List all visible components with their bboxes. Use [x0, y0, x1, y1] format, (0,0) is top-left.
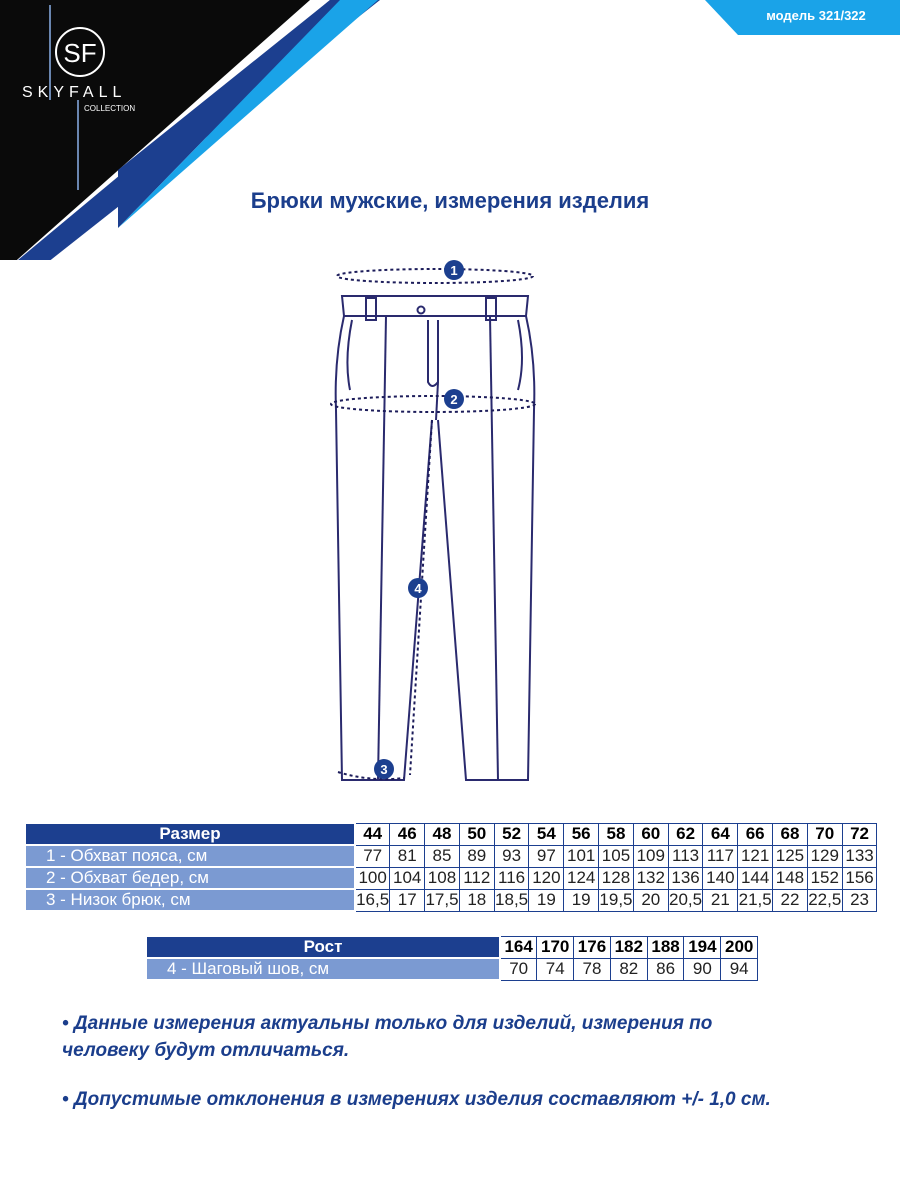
- size-cell: 52: [494, 823, 529, 845]
- row-label: 4 - Шаговый шов, см: [146, 958, 500, 980]
- value-cell: 104: [390, 867, 425, 889]
- size-cell: 58: [599, 823, 634, 845]
- value-cell: 19,5: [599, 890, 633, 909]
- value-cell: 19: [529, 889, 564, 911]
- value-cell: 82: [610, 958, 647, 980]
- value-cell: 100: [355, 867, 390, 889]
- brand-subtitle: COLLECTION: [84, 104, 136, 113]
- value-cell: 140: [703, 867, 738, 889]
- svg-text:1: 1: [450, 263, 458, 278]
- size-cell: 44: [355, 823, 390, 845]
- height-table-wrap: [145, 935, 758, 981]
- value-cell: 148: [773, 867, 808, 889]
- height-header-row: [146, 936, 758, 958]
- logo-monogram-text: SF: [63, 38, 97, 68]
- marker-2: [444, 389, 464, 409]
- value-cell: 19: [564, 889, 599, 911]
- value-cell: 128: [599, 867, 634, 889]
- size-cell: 54: [529, 823, 564, 845]
- marker-1: [444, 260, 464, 280]
- value-cell: 16,5: [356, 890, 390, 909]
- value-cell: 97: [529, 845, 564, 867]
- value-cell: 21: [703, 889, 738, 911]
- height-header-label: Рост: [146, 936, 500, 958]
- logo-monogram-icon: [50, 22, 110, 82]
- height-cell: 188: [647, 936, 684, 958]
- svg-text:2: 2: [450, 392, 458, 407]
- size-cell: 70: [807, 823, 842, 845]
- value-cell: 90: [684, 958, 721, 980]
- value-cell: 129: [807, 845, 842, 867]
- model-label: модель 321/322: [766, 8, 866, 23]
- size-cell: 72: [842, 823, 877, 845]
- value-cell: 120: [529, 867, 564, 889]
- size-header-label: Размер: [25, 823, 355, 845]
- measurement-lines: [331, 269, 535, 779]
- value-cell: 132: [633, 867, 668, 889]
- hem-row: [25, 889, 877, 911]
- value-cell: 70: [500, 958, 537, 980]
- value-cell: 105: [599, 845, 634, 867]
- height-table: [145, 935, 758, 981]
- value-cell: 23: [842, 889, 877, 911]
- value-cell: 133: [842, 845, 877, 867]
- value-cell: 78: [574, 958, 611, 980]
- value-cell: 136: [668, 867, 703, 889]
- value-cell: 121: [738, 845, 773, 867]
- size-table: [24, 822, 877, 912]
- row-label: 2 - Обхват бедер, см: [25, 867, 355, 889]
- value-cell: 156: [842, 867, 877, 889]
- size-cell: 66: [738, 823, 773, 845]
- waist-row: [25, 845, 877, 867]
- size-cell: 56: [564, 823, 599, 845]
- height-cell: 194: [684, 936, 721, 958]
- svg-text:4: 4: [414, 581, 422, 596]
- value-cell: 21,5: [738, 890, 772, 909]
- svg-text:3: 3: [380, 762, 388, 777]
- height-cell: 200: [721, 936, 758, 958]
- marker-4: [408, 578, 428, 598]
- value-cell: 22: [773, 889, 808, 911]
- size-cell: 64: [703, 823, 738, 845]
- page-title: Брюки мужские, измерения изделия: [250, 188, 650, 213]
- value-cell: 125: [773, 845, 808, 867]
- size-cell: 62: [668, 823, 703, 845]
- trousers-diagram: [320, 250, 560, 790]
- size-cell: 60: [633, 823, 668, 845]
- row-label: 1 - Обхват пояса, см: [25, 845, 355, 867]
- value-cell: 18,5: [495, 890, 529, 909]
- value-cell: 22,5: [808, 890, 842, 909]
- value-cell: 116: [494, 867, 529, 889]
- marker-3: [374, 759, 394, 779]
- value-cell: 17,5: [425, 890, 459, 909]
- size-cell: 48: [425, 823, 460, 845]
- value-cell: 152: [807, 867, 842, 889]
- size-cell: 46: [390, 823, 425, 845]
- note-measurements: • Данные измерения актуальны только для изделий, измерения по человеку будут отличаться.: [62, 1013, 713, 1061]
- value-cell: 108: [425, 867, 460, 889]
- value-cell: 74: [537, 958, 574, 980]
- value-cell: 17: [390, 889, 425, 911]
- row-label: 3 - Низок брюк, см: [25, 889, 355, 911]
- header-decoration: [0, 0, 900, 260]
- value-cell: 18: [459, 889, 494, 911]
- value-cell: 81: [390, 845, 425, 867]
- value-cell: 77: [355, 845, 390, 867]
- value-cell: 113: [668, 845, 703, 867]
- value-cell: 94: [721, 958, 758, 980]
- inseam-row: [146, 958, 758, 980]
- size-cell: 50: [459, 823, 494, 845]
- value-cell: 85: [425, 845, 460, 867]
- size-header-row: [25, 823, 877, 845]
- black-corner-band: [0, 0, 310, 260]
- value-cell: 20,5: [669, 890, 703, 909]
- value-cell: 112: [459, 867, 494, 889]
- value-cell: 101: [564, 845, 599, 867]
- height-cell: 170: [537, 936, 574, 958]
- brand-name: SKYFALL: [22, 84, 127, 101]
- size-cell: 68: [773, 823, 808, 845]
- size-table-wrap: [24, 822, 877, 912]
- value-cell: 124: [564, 867, 599, 889]
- value-cell: 117: [703, 845, 738, 867]
- value-cell: 144: [738, 867, 773, 889]
- value-cell: 109: [633, 845, 668, 867]
- height-cell: 182: [610, 936, 647, 958]
- trousers-outline: [336, 296, 535, 780]
- value-cell: 89: [459, 845, 494, 867]
- height-cell: 176: [574, 936, 611, 958]
- height-cell: 164: [500, 936, 537, 958]
- value-cell: 86: [647, 958, 684, 980]
- value-cell: 20: [633, 889, 668, 911]
- hip-row: [25, 867, 877, 889]
- note-tolerance: • Допустимые отклонения в измерениях изделия составляют +/- 1,0 см.: [62, 1089, 771, 1110]
- value-cell: 93: [494, 845, 529, 867]
